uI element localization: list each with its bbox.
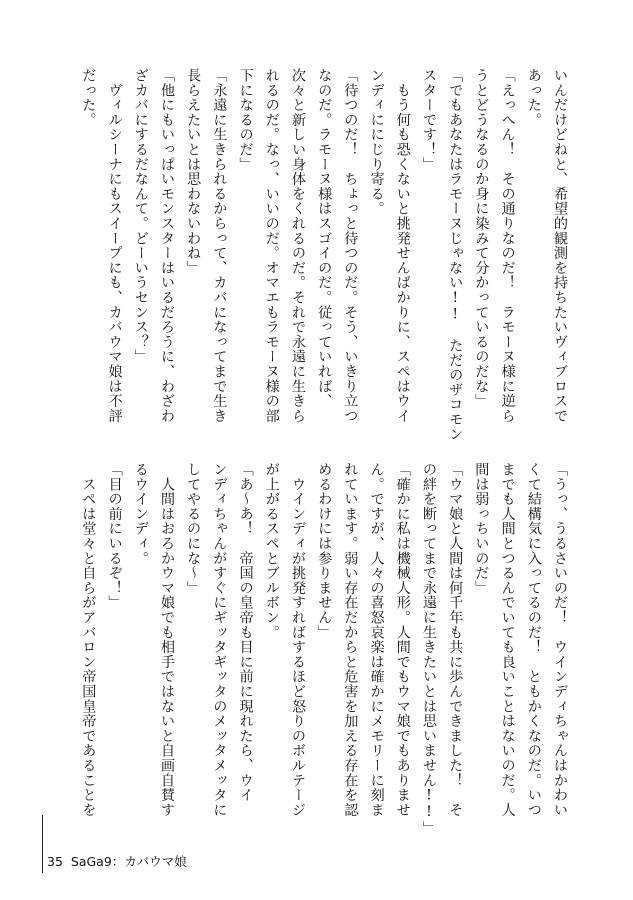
text-line: 次々と新しい身体をくれるのだ。それで永遠に生きら [289,68,306,424]
text-line: れるのだ。なっ、いいのだ。オマエもラモーヌ様の部 [263,68,280,424]
text-block-bottom [75,462,573,842]
text-line: 「目の前にいるぞ！」 [106,462,123,610]
text-block-top [75,68,573,448]
text-line: 「あ〜あ！ 帝国の皇帝も目に前に現れたら、ウイ [237,462,254,803]
text-line: なのだ。ラモーヌ様はスゴイのだ。従っていれば、 [316,68,333,409]
text-line: ウインディが挑発すればするほど怒りのボルテージ [289,462,306,818]
text-line: ヴィルシーナにもスイープにも、カバウマ娘は不評 [106,68,123,424]
text-line: 「待つのだ！ ちょっと待つのだ。そう、いきり立つ [342,68,359,424]
text-line: ンディちゃんがすぐにギッタギッタのメッタメッタに [211,462,228,818]
text-line: スターです！」 [420,68,437,172]
text-line: 「永遠に生きられるからって、カバになってまで生き [211,68,228,424]
footer [47,852,187,870]
text-line: してやるのにな〜」 [185,462,202,596]
text-line: ンディににじり寄る。 [368,68,385,216]
text-line: もう何も恐くないと挑発せんばかりに、スペはウイ [394,68,411,424]
text-line: ざカバにするだなんて。どーいうセンス？」 [132,68,149,364]
footer-rule [42,815,43,873]
running-title: SaGa9：カバウマ娘 [70,854,187,869]
text-line: スペは堂々と自らがアバロン帝国皇帝であることを [80,462,97,818]
text-line: 間は弱っちいのだ」 [473,462,490,596]
text-line: だった。 [80,68,97,128]
text-line: 「確かに私は機械人形。人間でもウマ娘でもありませ [394,462,411,818]
text-line: くて結構気に入ってるのだ！ ともかくなのだ。いつ [525,462,542,818]
text-line: 「他にもいっぱいモンスターはいるだろうに、わざわ [158,68,175,424]
text-line: るウインディ。 [132,462,149,566]
text-line: 「うっ、うるさいのだ！ ウインディちゃんはかわい [552,462,568,818]
text-line: れています。弱い存在だからと危害を加える存在を認 [342,462,359,818]
page-number: 35 [47,854,63,869]
text-line: 「えっへん！ その通りなのだ！ ラモーヌ様に逆ら [499,68,516,424]
text-line: めるわけには参りません」 [316,462,333,640]
text-line: 下になるのだ」 [237,68,254,172]
text-line: までも人間とつるんでいても良いことはないのだ。人 [499,462,516,818]
text-line: いんだけどねと、希望的観測を持ちたいヴィブロスで [552,68,568,424]
text-line: 人間はおろかウマ娘でも相手ではないと自画自賛す [158,462,175,818]
text-line: の絆を断ってまで永遠に生きたいとは思いません!!」 [420,462,437,836]
text-line: うとどうなるのか身に染みて分かっているのだな」 [473,68,490,409]
text-line: 「ウマ娘と人間は何千年も共に歩んできました！ そ [447,462,464,818]
text-line: 「でもあなたはラモーヌじゃない!! ただのザコモン [447,68,464,442]
text-line: が上がるスペとブルボン。 [263,462,280,640]
text-line: ん。ですが、人々の喜怒哀楽は確かにメモリーに刻ま [368,462,385,818]
text-line: 長らえたいとは思わないわね」 [185,68,202,276]
text-line: あった。 [525,68,542,128]
